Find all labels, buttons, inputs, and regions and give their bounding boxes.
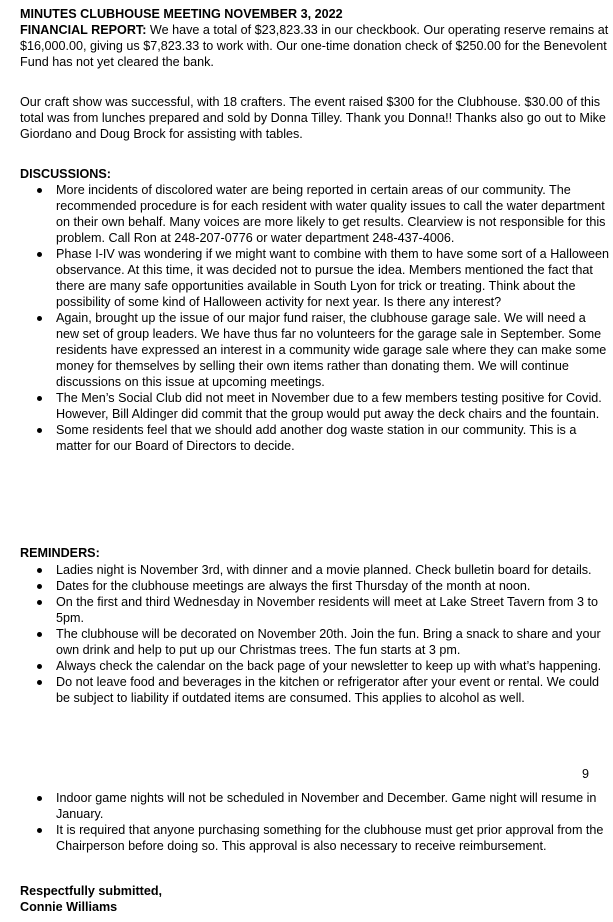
list-item-text: Always check the calendar on the back page of your newsletter to keep up with what’s happening. xyxy=(56,659,602,673)
bullet-icon xyxy=(37,316,42,321)
list-item-text: Again, brought up the issue of our major fund raiser, the clubhouse garage sale. We will need a new set of group leaders. We have thus far no volunteers for the garage sale in September. Some residents have expressed an interest in a community wide garage sale where they can make some money for themselves by selling their own items rather than donating them. We will continue discussions on this issue at upcoming meetings. xyxy=(56,311,607,389)
list-item xyxy=(20,390,610,422)
list-item xyxy=(20,626,610,658)
craft-show-paragraph: Our craft show was successful, with 18 crafters. The event raised $300 for the Clubhouse. $30.00 of this total was from lunches prepared and sold by Donna Tilley. Thank you Donna!! Thanks also go out to Mike Giordano and Doug Brock for assisting with tables. xyxy=(20,95,606,141)
list-item-text: It is required that anyone purchasing something for the clubhouse must get prior approval from the Chairperson before doing so. This approval is also necessary to receive reimbursement. xyxy=(56,823,604,853)
list-item xyxy=(20,822,610,854)
list-item xyxy=(20,246,610,310)
list-item xyxy=(20,182,610,246)
list-item xyxy=(20,594,610,626)
discussions-list xyxy=(20,182,610,454)
bullet-icon xyxy=(37,632,42,637)
list-item xyxy=(20,562,610,578)
list-item-text: On the first and third Wednesday in November residents will meet at Lake Street Tavern from 3 to 5pm. xyxy=(56,595,599,625)
list-item-text: The Men’s Social Club did not meet in November due to a few members testing positive for Covid. However, Bill Aldinger did commit that the group would put away the deck chairs and the fountain. xyxy=(56,391,602,421)
financial-report-paragraph xyxy=(20,22,610,70)
reminders-list-continued xyxy=(20,790,610,854)
financial-report-label: FINANCIAL REPORT: xyxy=(20,23,147,37)
bullet-icon xyxy=(37,252,42,257)
bullet-icon xyxy=(37,568,42,573)
signature-name: Connie Williams xyxy=(20,900,118,914)
list-item-text: Dates for the clubhouse meetings are always the first Thursday of the month at noon. xyxy=(56,579,531,593)
list-item-text: Indoor game nights will not be scheduled in November and December. Game night will resume in January. xyxy=(56,791,597,821)
list-item xyxy=(20,422,610,454)
bullet-icon xyxy=(37,584,42,589)
list-item xyxy=(20,674,610,706)
list-item-text: Phase I-IV was wondering if we might want to combine with them to have some sort of a Halloween observance. At this time, it was decided not to pursue the idea. Members mentioned the fact that there are many safe opportunities available in South Lyon for trick or treating. Think about the possibility of some kind of Halloween activity for next year. Is there any interest? xyxy=(56,247,609,309)
reminders-list xyxy=(20,562,610,706)
discussions-heading: DISCUSSIONS: xyxy=(20,167,111,181)
list-item-text: Some residents feel that we should add another dog waste station in our community. This is a matter for our Board of Directors to decide. xyxy=(56,423,577,453)
list-item-text: Ladies night is November 3rd, with dinner and a movie planned. Check bulletin board for details. xyxy=(56,563,592,577)
bullet-icon xyxy=(37,828,42,833)
page-title: MINUTES CLUBHOUSE MEETING NOVEMBER 3, 2022 xyxy=(20,7,343,21)
bullet-icon xyxy=(37,600,42,605)
bullet-icon xyxy=(37,680,42,685)
list-item-text: More incidents of discolored water are being reported in certain areas of our community. The recommended procedure is for each resident with water quality issues to call the water department on their own behalf. Many voices are more likely to get results. Clearview is not responsible for this problem. Call Ron at 248-207-0776 or water department 248-437-4006. xyxy=(56,183,606,245)
list-item xyxy=(20,578,610,594)
list-item-text: Do not leave food and beverages in the kitchen or refrigerator after your event or rental. We could be subject to liability if outdated items are consumed. This applies to alcohol as well. xyxy=(56,675,600,705)
list-item xyxy=(20,790,610,822)
list-item-text: The clubhouse will be decorated on November 20th. Join the fun. Bring a snack to share and your own drink and help to put up our Christmas trees. The fun starts at 3 pm. xyxy=(56,627,601,657)
list-item xyxy=(20,658,610,674)
closing-line: Respectfully submitted, xyxy=(20,884,163,898)
bullet-icon xyxy=(37,796,42,801)
financial-report-text: We have a total of $23,823.33 in our checkbook. Our operating reserve remains at $16,000.00, giving us $7,823.33 to work with. Our one-time donation check of $250.00 for the Benevolent Fund has not yet cleared the bank. xyxy=(20,23,609,69)
page-number: 9 xyxy=(582,767,590,781)
bullet-icon xyxy=(37,428,42,433)
bullet-icon xyxy=(37,396,42,401)
reminders-heading: REMINDERS: xyxy=(20,546,100,560)
bullet-icon xyxy=(37,664,42,669)
bullet-icon xyxy=(37,188,42,193)
list-item xyxy=(20,310,610,390)
